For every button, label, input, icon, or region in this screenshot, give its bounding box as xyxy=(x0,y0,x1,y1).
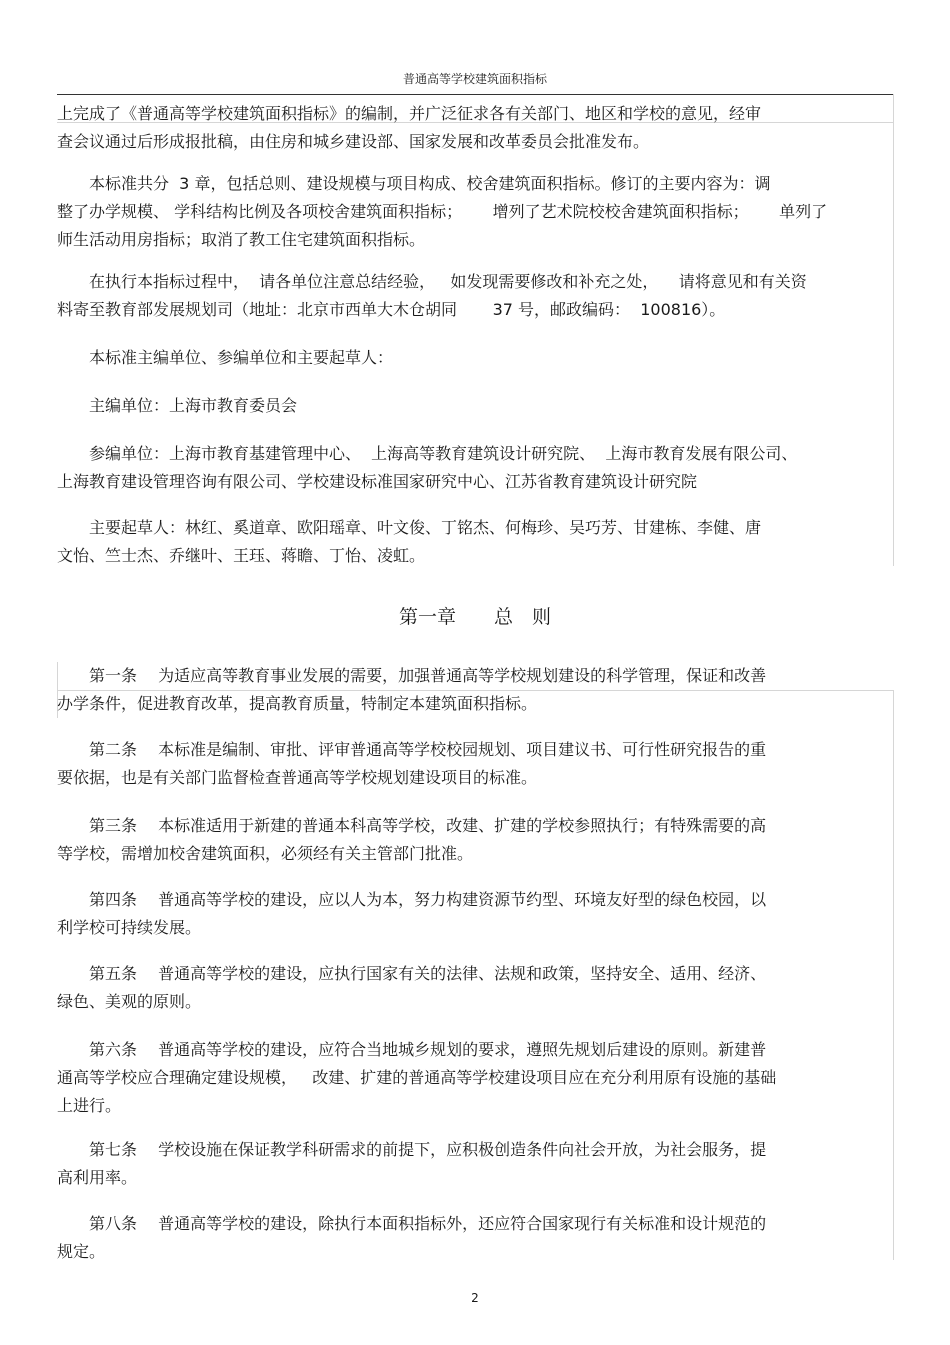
text-line: 主编单位：上海市教育委员会 xyxy=(57,396,298,415)
text-line: 办学条件，促进教育改革，提高教育质量，特制定本建筑面积指标。 xyxy=(57,694,538,713)
text-line: 要依据，也是有关部门监督检查普通高等学校规划建设项目的标准。 xyxy=(57,768,538,787)
intro-paragraph xyxy=(57,100,893,156)
article-paragraph xyxy=(57,812,893,868)
text-line: 通高等学校应合理确定建设规模， 改建、扩建的普通高等学校建设项目应在充分利用原有设施的基础 xyxy=(57,1068,777,1087)
border-line xyxy=(893,94,894,566)
text-line: 高利用率。 xyxy=(57,1168,138,1187)
header-rule xyxy=(57,94,893,95)
intro-paragraph xyxy=(57,170,893,254)
text-line: 第五条 普通高等学校的建设，应执行国家有关的法律、法规和政策，坚持安全、适用、经济、 xyxy=(57,964,767,983)
text-line: 在执行本指标过程中， 请各单位注意总结经验， 如发现需要修改和补充之处， 请将意见和有关资 xyxy=(57,272,807,291)
intro-paragraph xyxy=(57,268,893,324)
text-line: 利学校可持续发展。 xyxy=(57,918,202,937)
article-paragraph xyxy=(57,960,893,1016)
intro-paragraph xyxy=(57,344,893,372)
text-line: 上进行。 xyxy=(57,1096,122,1115)
intro-paragraph xyxy=(57,440,893,496)
text-line: 第一条 为适应高等教育事业发展的需要，加强普通高等学校规划建设的科学管理，保证和改善 xyxy=(57,666,767,685)
text-line: 规定。 xyxy=(57,1242,106,1261)
text-line: 绿色、美观的原则。 xyxy=(57,992,202,1011)
text-line: 上完成了《普通高等学校建筑面积指标》的编制，并广泛征求各有关部门、地区和学校的意见，经审 xyxy=(57,104,762,123)
page-number: 2 xyxy=(471,1291,479,1305)
text-line: 第六条 普通高等学校的建设，应符合当地城乡规划的要求，遵照先规划后建设的原则。新建普 xyxy=(57,1040,767,1059)
text-line: 参编单位：上海市教育基建管理中心、 上海高等教育建筑设计研究院、 上海市教育发展有限公司、 xyxy=(57,444,798,463)
intro-paragraph xyxy=(57,392,893,420)
chapter-title: 第一章 总 则 xyxy=(398,606,551,628)
article-paragraph xyxy=(57,1036,893,1120)
text-line: 第三条 本标准适用于新建的普通本科高等学校，改建、扩建的学校参照执行；有特殊需要的高 xyxy=(57,816,767,835)
article-paragraph xyxy=(57,662,893,718)
text-line: 查会议通过后形成报批稿，由住房和城乡建设部、国家发展和改革委员会批准发布。 xyxy=(57,132,650,151)
text-line: 料寄至教育部发展规划司（地址：北京市西单大木仓胡同 37 号，邮政编码： 100816）。 xyxy=(57,300,726,319)
text-line: 本标准主编单位、参编单位和主要起草人： xyxy=(57,348,394,367)
text-line: 文怡、竺士杰、乔继叶、王珏、蒋瞻、丁怡、凌虹。 xyxy=(57,546,426,565)
text-line: 主要起草人：林红、奚道章、欧阳瑶章、叶文俊、丁铭杰、何梅珍、吴巧芳、甘建栋、李健、唐 xyxy=(57,518,762,537)
article-paragraph xyxy=(57,1136,893,1192)
article-paragraph xyxy=(57,1210,893,1266)
article-paragraph xyxy=(57,736,893,792)
text-line: 等学校，需增加校舍建筑面积，必须经有关主管部门批准。 xyxy=(57,844,474,863)
border-line xyxy=(893,690,894,1260)
article-paragraph xyxy=(57,886,893,942)
running-header: 普通高等学校建筑面积指标 xyxy=(402,72,547,86)
text-line: 师生活动用房指标；取消了教工住宅建筑面积指标。 xyxy=(57,230,426,249)
text-line: 第二条 本标准是编制、审批、评审普通高等学校校园规划、项目建议书、可行性研究报告的重 xyxy=(57,740,767,759)
text-line: 本标准共分 3 章，包括总则、建设规模与项目构成、校舍建筑面积指标。修订的主要内容为：调 xyxy=(57,174,771,193)
text-line: 第四条 普通高等学校的建设，应以人为本，努力构建资源节约型、环境友好型的绿色校园，以 xyxy=(57,890,767,909)
text-line: 整了办学规模、 学科结构比例及各项校舍建筑面积指标； 增列了艺术院校校舍建筑面积指标； 单列了 xyxy=(57,202,828,221)
text-line: 上海教育建设管理咨询有限公司、学校建设标准国家研究中心、江苏省教育建筑设计研究院 xyxy=(57,472,698,491)
text-line: 第八条 普通高等学校的建设，除执行本面积指标外，还应符合国家现行有关标准和设计规范的 xyxy=(57,1214,767,1233)
text-line: 第七条 学校设施在保证教学科研需求的前提下，应积极创造条件向社会开放，为社会服务，提 xyxy=(57,1140,767,1159)
intro-paragraph xyxy=(57,514,893,570)
